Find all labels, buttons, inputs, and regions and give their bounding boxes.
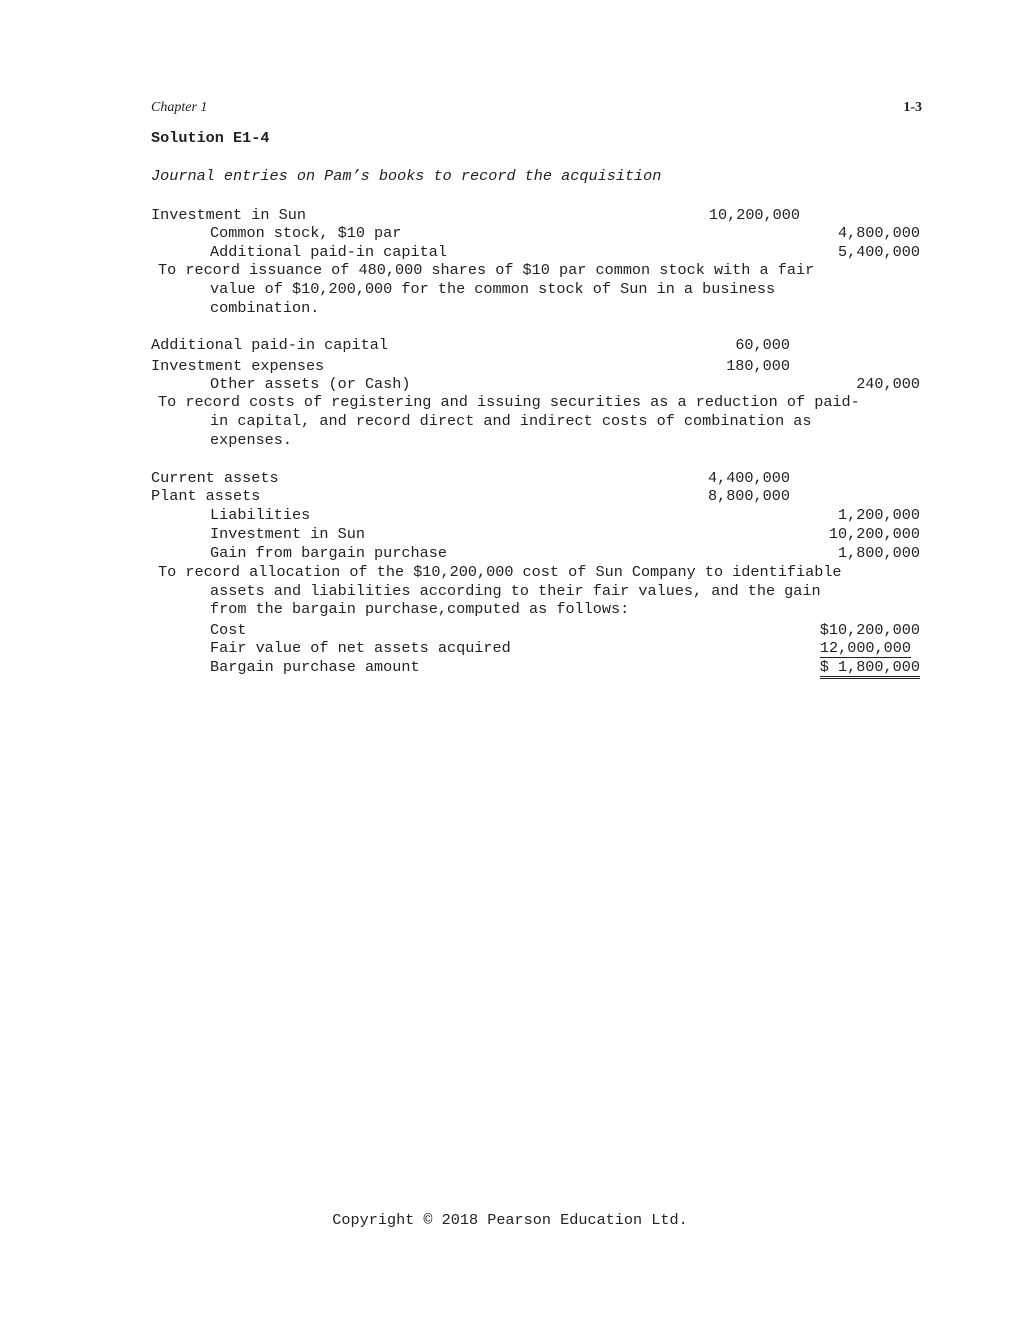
entry1-credit1-amount: 4,800,000 [837,224,920,242]
entry1-credit1-account: Common stock, $10 par [210,224,402,242]
entry1-credit2-amount: 5,400,000 [837,243,920,261]
entry1-debit-amount: 10,200,000 [708,206,800,224]
entry3-credit1-account: Liabilities [210,506,311,524]
entry3-debit2-account: Plant assets [151,487,261,505]
entry1-credit2-account: Additional paid-in capital [210,243,447,261]
entry1-debit-account: Investment in Sun [151,206,306,224]
entry3-debit1-account: Current assets [151,469,279,487]
entry3-credit3-account: Gain from bargain purchase [210,544,447,562]
entry1-explanation-line1: To record issuance of 480,000 shares of $10 par common stock with a fair [158,261,815,279]
calc-bargain-value: $ 1,800,000 [820,658,920,679]
section-subtitle: Journal entries on Pam’s books to record the acquisition [151,167,662,185]
entry2-debit2-account: Investment expenses [151,357,325,375]
page-number: 1-3 [903,100,922,115]
entry1-explanation-line3: combination. [210,299,320,317]
entry3-credit2-amount: 10,200,000 [828,525,920,543]
entry2-debit1-account: Additional paid-in capital [151,336,388,354]
entry2-explanation-line2: in capital, and record direct and indirect costs of combination as [210,412,812,430]
calc-bargain-label: Bargain purchase amount [210,658,420,676]
chapter-label: Chapter 1 [151,100,208,115]
calc-cost-amount: $10,200,000 [819,621,920,639]
calc-bargain-amount [790,658,920,677]
entry3-explanation-line3: from the bargain purchase,computed as follows: [210,600,630,618]
copyright-footer: Copyright © 2018 Pearson Education Ltd. [332,1211,688,1229]
calc-fair-value-label: Fair value of net assets acquired [210,639,511,657]
entry2-debit1-amount: 60,000 [735,336,790,354]
entry3-credit1-amount: 1,200,000 [837,506,920,524]
entry2-explanation-line1: To record costs of registering and issuing securities as a reduction of paid- [158,393,860,411]
entry3-credit3-amount: 1,800,000 [837,544,920,562]
entry2-explanation-line3: expenses. [210,431,293,449]
entry3-debit1-amount: 4,400,000 [707,469,790,487]
entry3-explanation-line2: assets and liabilities according to their fair values, and the gain [210,582,821,600]
calc-cost-label: Cost [210,621,247,639]
entry2-debit2-amount: 180,000 [726,357,790,375]
entry3-debit2-amount: 8,800,000 [707,487,790,505]
entry3-credit2-account: Investment in Sun [210,525,365,543]
calc-fair-value-amount [810,639,911,658]
entry1-explanation-line2: value of $10,200,000 for the common stock of Sun in a business [210,280,776,298]
entry2-credit-amount: 240,000 [856,375,920,393]
entry2-credit-account: Other assets (or Cash) [210,375,411,393]
solution-title: Solution E1-4 [151,129,270,147]
entry3-explanation-line1: To record allocation of the $10,200,000 cost of Sun Company to identifiable [158,563,842,581]
calc-fair-value-value: 12,000,000 [819,639,911,657]
